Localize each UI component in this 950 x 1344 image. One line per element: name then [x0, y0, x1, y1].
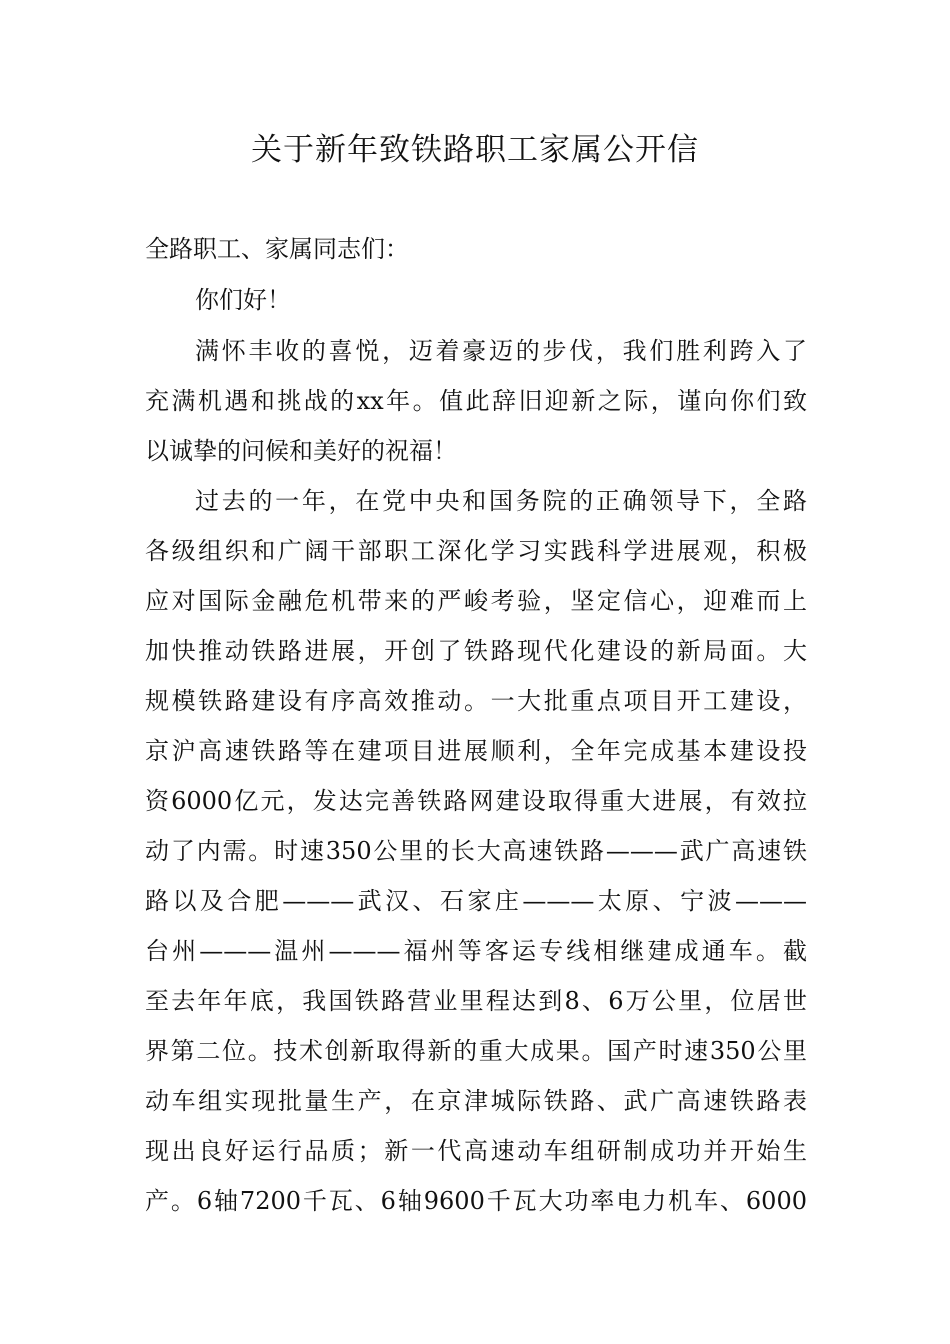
body-line: 动了内需。时速350公里的长大高速铁路———武广高速铁: [145, 837, 807, 865]
body-line: 过去的一年，在党中央和国务院的正确领导下，全路: [195, 487, 807, 515]
body-line: 路以及合肥———武汉、石家庄———太原、宁波———: [145, 887, 807, 915]
body-line: 京沪高速铁路等在建项目进展顺利，全年完成基本建设投: [145, 737, 807, 765]
greeting: 你们好！: [195, 286, 291, 314]
body-line: 至去年年底，我国铁路营业里程达到8、6万公里，位居世: [145, 987, 807, 1015]
body-line: 台州———温州———福州等客运专线相继建成通车。截: [145, 937, 807, 965]
body-line: 充满机遇和挑战的xx年。值此辞旧迎新之际，谨向你们致: [145, 387, 807, 415]
body-line: 规模铁路建设有序高效推动。一大批重点项目开工建设，: [145, 687, 807, 715]
body-line: 应对国际金融危机带来的严峻考验，坚定信心，迎难而上: [145, 587, 807, 615]
document-title: 关于新年致铁路职工家属公开信: [251, 132, 699, 168]
body-line: 以诚挚的问候和美好的祝福！: [145, 437, 457, 465]
body-line: 满怀丰收的喜悦，迈着豪迈的步伐，我们胜利跨入了: [195, 337, 807, 365]
body-line: 产。6轴7200千瓦、6轴9600千瓦大功率电力机车、6000: [145, 1187, 807, 1215]
body-line: 资6000亿元，发达完善铁路网建设取得重大进展，有效拉: [145, 787, 807, 815]
body-line: 界第二位。技术创新取得新的重大成果。国产时速350公里: [145, 1037, 807, 1065]
body-line: 各级组织和广阔干部职工深化学习实践科学进展观，积极: [145, 537, 807, 565]
body-line: 现出良好运行品质；新一代高速动车组研制成功并开始生: [145, 1137, 807, 1165]
body-line: 加快推动铁路进展，开创了铁路现代化建设的新局面。大: [145, 637, 807, 665]
salutation: 全路职工、家属同志们：: [145, 235, 409, 263]
body-line: 动车组实现批量生产，在京津城际铁路、武广高速铁路表: [145, 1087, 807, 1115]
